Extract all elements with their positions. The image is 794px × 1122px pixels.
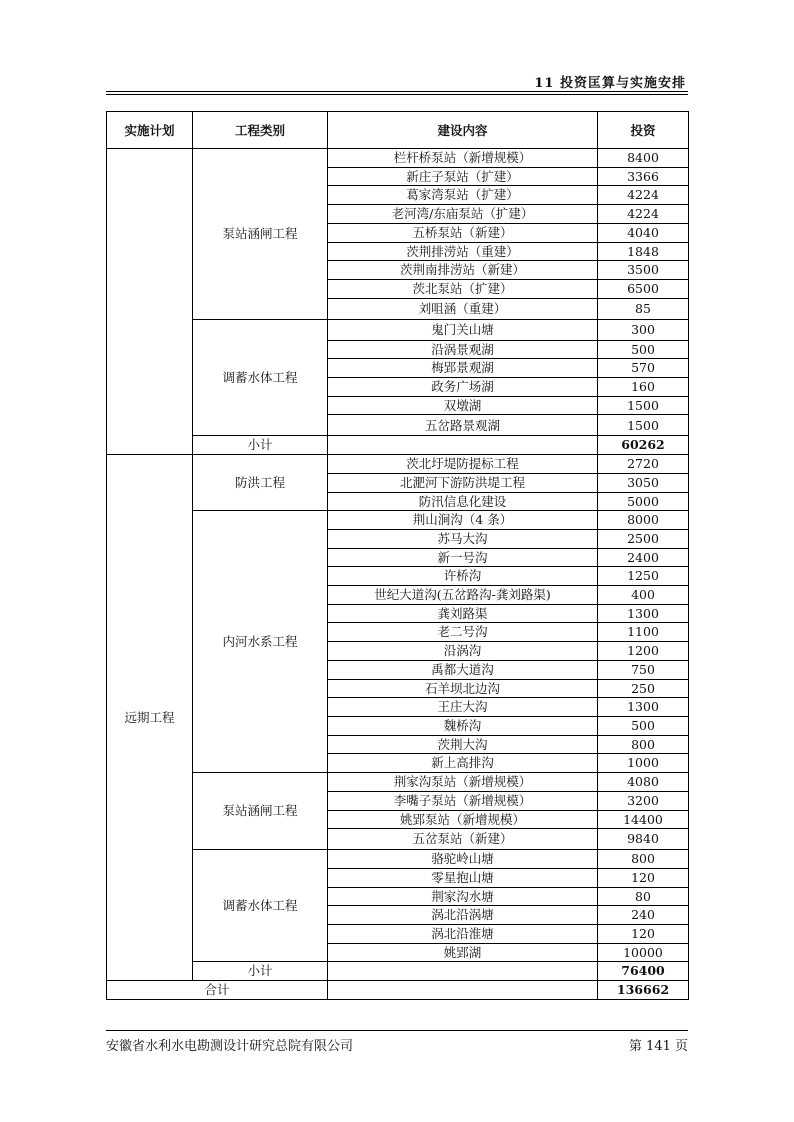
table-row	[107, 773, 689, 792]
content-cell: 新上高排沟	[328, 754, 598, 773]
content-cell: 许桥沟	[328, 567, 598, 586]
investment-cell: 120	[598, 868, 689, 887]
content-cell: 世纪大道沟(五岔路沟-龚刘路渠)	[328, 586, 598, 605]
header-category: 工程类别	[193, 112, 328, 149]
investment-cell: 240	[598, 906, 689, 925]
empty-cell	[328, 962, 598, 981]
investment-cell: 4224	[598, 186, 689, 205]
investment-cell: 120	[598, 925, 689, 944]
plan-cell	[107, 149, 193, 455]
table-body	[107, 149, 689, 1000]
category-cell: 泵站涵闸工程	[193, 773, 328, 850]
content-cell: 茨北圩堤防提标工程	[328, 455, 598, 474]
investment-cell: 1200	[598, 642, 689, 661]
investment-cell: 1000	[598, 754, 689, 773]
header-plan: 实施计划	[107, 112, 193, 149]
category-cell: 防洪工程	[193, 455, 328, 511]
content-cell: 梅郢景观湖	[328, 359, 598, 378]
investment-cell: 1500	[598, 396, 689, 415]
content-cell: 禹都大道沟	[328, 660, 598, 679]
investment-cell: 8000	[598, 511, 689, 530]
header-rule-thin	[106, 94, 688, 95]
content-cell: 栏杆桥泵站（新增规模）	[328, 149, 598, 168]
content-cell: 五桥泵站（新建）	[328, 223, 598, 242]
empty-cell	[328, 981, 598, 1000]
investment-cell: 1848	[598, 242, 689, 261]
content-cell: 王庄大沟	[328, 698, 598, 717]
chapter-title: 11 投资匡算与实施安排	[534, 76, 686, 91]
content-cell: 北淝河下游防洪堤工程	[328, 473, 598, 492]
investment-cell: 3500	[598, 261, 689, 280]
investment-table	[106, 111, 689, 1000]
table-row	[107, 962, 689, 981]
table-row	[107, 850, 689, 869]
investment-cell: 1100	[598, 623, 689, 642]
content-cell: 五岔泵站（新建）	[328, 829, 598, 850]
investment-cell: 500	[598, 340, 689, 359]
content-cell: 沿涡景观湖	[328, 340, 598, 359]
content-cell: 葛家湾泵站（扩建）	[328, 186, 598, 205]
investment-cell: 3050	[598, 473, 689, 492]
investment-cell: 1300	[598, 698, 689, 717]
header-content: 建设内容	[328, 112, 598, 149]
category-cell: 调蓄水体工程	[193, 850, 328, 962]
subtotal-label: 小计	[193, 436, 328, 455]
content-cell: 零星抱山塘	[328, 868, 598, 887]
investment-cell: 800	[598, 850, 689, 869]
investment-cell: 1300	[598, 604, 689, 623]
investment-cell: 1500	[598, 415, 689, 436]
content-cell: 沿涡沟	[328, 642, 598, 661]
content-cell: 涡北沿淮塘	[328, 925, 598, 944]
investment-cell: 2720	[598, 455, 689, 474]
investment-cell: 3366	[598, 167, 689, 186]
page-number: 第 141 页	[628, 1039, 688, 1054]
content-cell: 李嘴子泵站（新增规模）	[328, 791, 598, 810]
content-cell: 涡北沿涡塘	[328, 906, 598, 925]
content-cell: 茨北泵站（扩建）	[328, 279, 598, 298]
table-header-row	[107, 112, 689, 149]
investment-cell: 80	[598, 887, 689, 906]
investment-cell: 14400	[598, 810, 689, 829]
page-header	[106, 70, 688, 92]
table-row	[107, 436, 689, 455]
category-cell: 调蓄水体工程	[193, 319, 328, 436]
table-row	[107, 511, 689, 530]
content-cell: 苏马大沟	[328, 529, 598, 548]
investment-cell: 6500	[598, 279, 689, 298]
investment-cell: 5000	[598, 492, 689, 511]
content-cell: 荆家沟水塘	[328, 887, 598, 906]
investment-cell: 4040	[598, 223, 689, 242]
content-cell: 双墩湖	[328, 396, 598, 415]
content-cell: 刘咀涵（重建）	[328, 298, 598, 319]
investment-cell: 9840	[598, 829, 689, 850]
investment-cell: 300	[598, 319, 689, 340]
total-value: 136662	[598, 981, 689, 1000]
subtotal-value: 76400	[598, 962, 689, 981]
table-row	[107, 455, 689, 474]
investment-cell: 2500	[598, 529, 689, 548]
investment-cell: 8400	[598, 149, 689, 168]
table-row	[107, 149, 689, 168]
page-footer	[106, 1030, 688, 1053]
investment-cell: 4080	[598, 773, 689, 792]
header-investment: 投资	[598, 112, 689, 149]
content-cell: 茨荆大沟	[328, 735, 598, 754]
investment-cell: 2400	[598, 548, 689, 567]
investment-cell: 85	[598, 298, 689, 319]
content-cell: 新庄子泵站（扩建）	[328, 167, 598, 186]
subtotal-label: 小计	[193, 962, 328, 981]
investment-cell: 800	[598, 735, 689, 754]
category-cell: 内河水系工程	[193, 511, 328, 773]
content-cell: 老二号沟	[328, 623, 598, 642]
content-cell: 茨荆南排涝站（新建）	[328, 261, 598, 280]
investment-cell: 500	[598, 716, 689, 735]
content-cell: 姚郢泵站（新增规模）	[328, 810, 598, 829]
content-cell: 姚郢湖	[328, 943, 598, 962]
content-cell: 防汛信息化建设	[328, 492, 598, 511]
category-cell: 泵站涵闸工程	[193, 149, 328, 320]
investment-cell: 250	[598, 679, 689, 698]
investment-cell: 160	[598, 378, 689, 397]
content-cell: 龚刘路渠	[328, 604, 598, 623]
content-cell: 荆家沟泵站（新增规模）	[328, 773, 598, 792]
investment-cell: 1250	[598, 567, 689, 586]
total-label: 合计	[107, 981, 328, 1000]
content-cell: 茨荆排涝站（重建）	[328, 242, 598, 261]
investment-cell: 4224	[598, 205, 689, 224]
content-cell: 石羊坝北边沟	[328, 679, 598, 698]
table-row	[107, 319, 689, 340]
investment-cell: 400	[598, 586, 689, 605]
empty-cell	[328, 436, 598, 455]
content-cell: 鬼门关山塘	[328, 319, 598, 340]
content-cell: 魏桥沟	[328, 716, 598, 735]
investment-cell: 3200	[598, 791, 689, 810]
investment-cell: 750	[598, 660, 689, 679]
content-cell: 政务广场湖	[328, 378, 598, 397]
investment-cell: 10000	[598, 943, 689, 962]
investment-cell: 570	[598, 359, 689, 378]
content-cell: 荆山涧沟（4 条）	[328, 511, 598, 530]
content-cell: 骆驼岭山塘	[328, 850, 598, 869]
content-cell: 老河湾/东庙泵站（扩建）	[328, 205, 598, 224]
content-cell: 新一号沟	[328, 548, 598, 567]
organization-name: 安徽省水利水电勘测设计研究总院有限公司	[106, 1039, 354, 1054]
header-rule	[106, 91, 688, 92]
table-row	[107, 981, 689, 1000]
subtotal-value: 60262	[598, 436, 689, 455]
plan-cell: 远期工程	[107, 455, 193, 981]
content-cell: 五岔路景观湖	[328, 415, 598, 436]
